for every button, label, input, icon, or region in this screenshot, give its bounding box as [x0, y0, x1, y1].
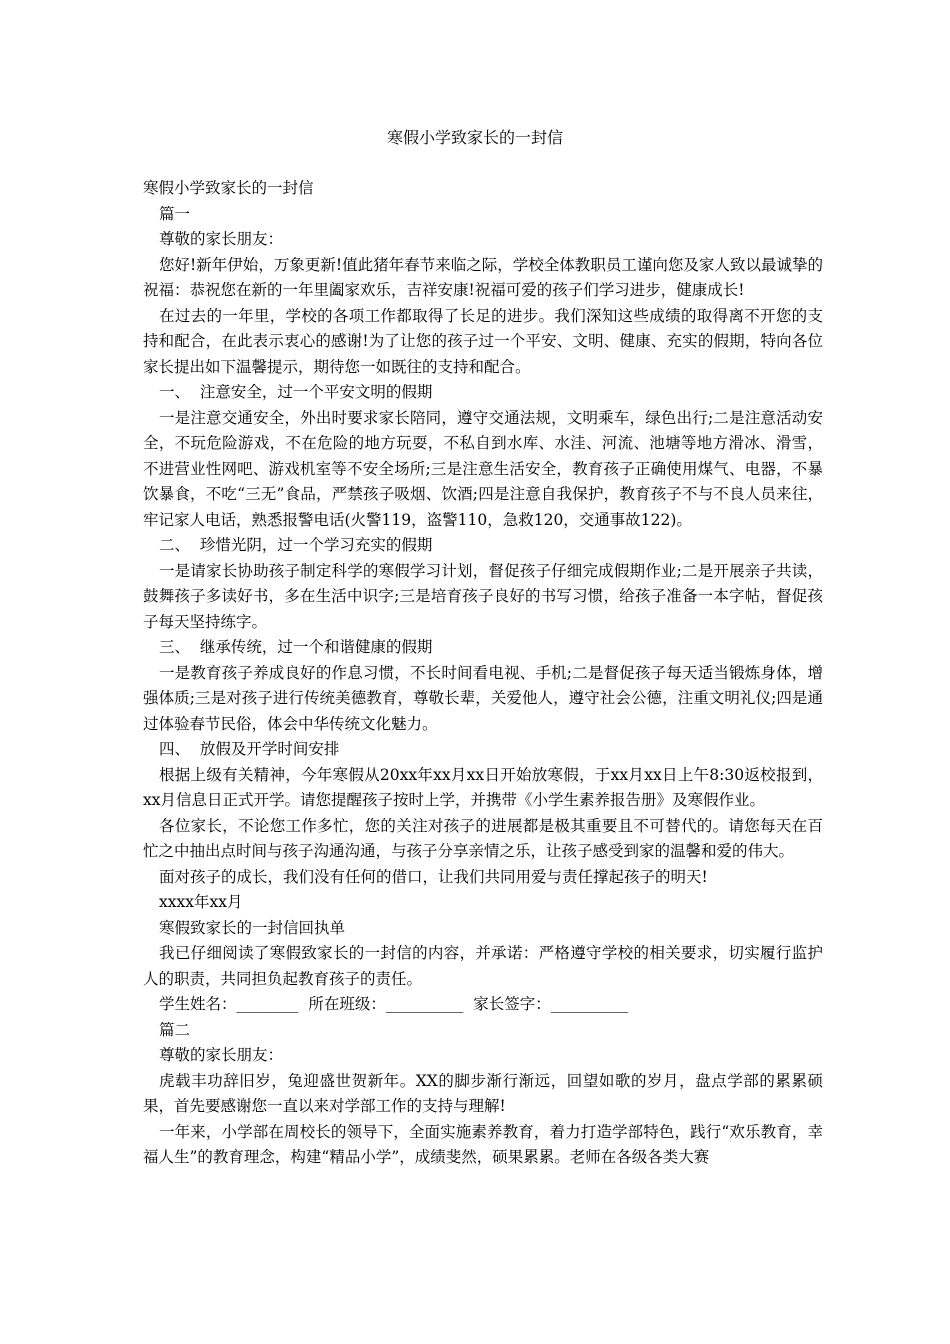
page-title: 寒假小学致家长的一封信	[386, 128, 563, 147]
salutation: 尊敬的家长朋友：	[159, 230, 284, 248]
body-paragraph: 根据上级有关精神，今年寒假从20xx年xx月xx日开始放寒假，于xx月xx日上午8:30返校报到，xx月信息日正式开学。请您提醒孩子按时上学，并携带《小学生素养报告册》及寒假作业。	[143, 765, 823, 809]
receipt-title: 寒假致家长的一封信回执单	[159, 918, 346, 937]
body-paragraph: 虎载丰功辞旧岁，兔迎盛世贺新年。XX的脚步渐行渐远，回望如歌的岁月，盘点学部的累累硕果，首先要感谢您一直以来对学部工作的支持与理解!	[143, 1071, 823, 1115]
body-paragraph: 在过去的一年里，学校的各项工作都取得了长足的进步。我们深知这些成绩的取得离不开您的支持和配合，在此表示衷心的感谢!为了让您的孩子过一个平安、文明、健康、充实的假期，特向各位家长提出如下温馨提示，期待您一如既往的支持和配合。	[143, 306, 823, 376]
section-heading: 四、 放假及开学时间安排	[159, 740, 340, 758]
section-label: 篇二	[159, 1020, 191, 1039]
body-paragraph: 一是教育孩子养成良好的作息习惯，不长时间看电视、手机;二是督促孩子每天适当锻炼身体，增强体质;三是对孩子进行传统美德教育，尊敬长辈，关爱他人，遵守社会公德，注重文明礼仪;四是通过体验春节民俗，体会中华传统文化魅力。	[143, 663, 823, 733]
section-heading: 二、 珍惜光阴，过一个学习充实的假期	[159, 536, 433, 554]
section-heading: 一、 注意安全，过一个平安文明的假期	[159, 383, 433, 401]
letter-body	[143, 176, 823, 1171]
body-paragraph: 一年来，小学部在周校长的领导下，全面实施素养教育，着力打造学部特色，践行“欢乐教育，幸福人生”的教育理念，构建“精品小学”，成绩斐然，硕果累累。老师在各级各类大赛	[143, 1122, 823, 1166]
body-paragraph: 各位家长，不论您工作多忙，您的关注对孩子的进展都是极其重要且不可替代的。请您每天在百忙之中抽出点时间与孩子沟通沟通，与孩子分享亲情之乐，让孩子感受到家的温馨和爱的伟大。	[143, 816, 823, 860]
body-paragraph: 一是请家长协助孩子制定科学的寒假学习计划，督促孩子仔细完成假期作业;二是开展亲子共读，鼓舞孩子多读好书，多在生活中识字;三是培育孩子良好的书写习惯，给孩子准备一本字帖，督促孩子每天坚持练字。	[143, 561, 823, 631]
body-paragraph: 我已仔细阅读了寒假致家长的一封信的内容，并承诺：严格遵守学校的相关要求，切实履行监护人的职责，共同担负起教育孩子的责任。	[143, 944, 823, 988]
salutation: 尊敬的家长朋友：	[159, 1046, 284, 1064]
section-label: 篇一	[159, 204, 191, 223]
signature-fields: 学生姓名：________ 所在班级：__________ 家长签字：__________	[159, 995, 629, 1013]
letter-heading: 寒假小学致家长的一封信	[143, 179, 314, 197]
body-paragraph: 一是注意交通安全，外出时要求家长陪同，遵守交通法规，文明乘车，绿色出行;二是注意活动安全，不玩危险游戏，不在危险的地方玩耍，不私自到水库、水洼、河流、池塘等地方滑冰、滑雪，不进营业性网吧、游戏机室等不安全场所;三是注意生活安全，教育孩子正确使用煤气、电器，不暴饮暴食，不吃“三无”食品，严禁孩子吸烟、饮酒;四是注意自我保护，教育孩子不与不良人员来往，牢记家人电话，熟悉报警电话(火警119，盗警110，急救120，交通事故122)。	[143, 408, 823, 529]
section-heading: 三、 继承传统，过一个和谐健康的假期	[159, 638, 433, 656]
date-line: xxxx年xx月	[159, 893, 243, 911]
body-paragraph: 面对孩子的成长，我们没有任何的借口，让我们共同用爱与责任撑起孩子的明天!	[159, 867, 708, 886]
body-paragraph: 您好!新年伊始，万象更新!值此猪年春节来临之际，学校全体教职员工谨向您及家人致以最诚挚的祝福：恭祝您在新的一年里阖家欢乐，吉祥安康!祝福可爱的孩子们学习进步，健康成长!	[143, 255, 823, 299]
